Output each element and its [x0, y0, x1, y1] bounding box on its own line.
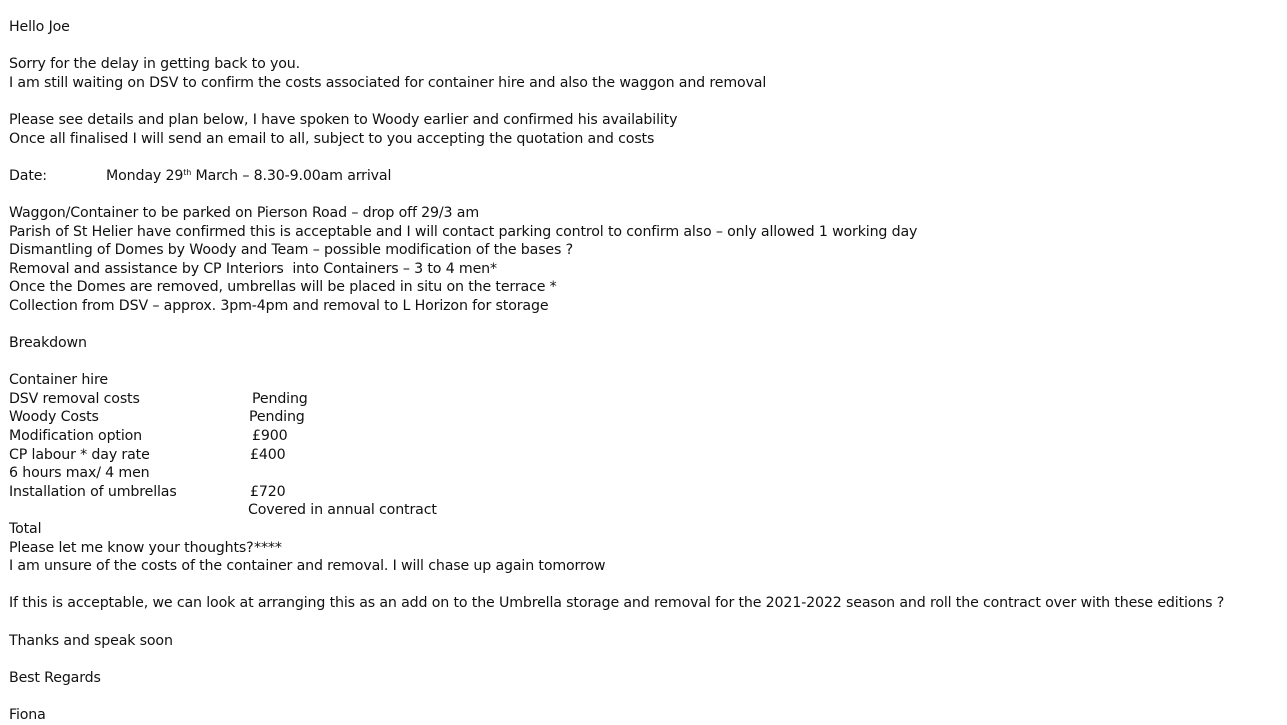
closing-acceptable: If this is acceptable, we can look at arranging this as an add on to the Umbrella storage and removal for the 2021-2022 season and roll the contract over with these editions ? [9, 595, 1225, 612]
spacer [9, 483, 1279, 502]
closing-thoughts: Please let me know your thoughts? [9, 539, 254, 556]
breakdown-label: 6 hours max/ 4 men [9, 465, 150, 482]
spacer [9, 316, 1279, 335]
breakdown-heading: Breakdown [9, 335, 87, 352]
breakdown-value: Pending [249, 409, 305, 426]
closing-thanks: Thanks and speak soon [9, 632, 173, 649]
plan-step: Removal and assistance by CP Interiors into Containers – 3 to 4 men* [9, 260, 497, 277]
intro-line-1: Sorry for the delay in getting back to you. [9, 56, 300, 73]
intro-line-2: I am still waiting on DSV to confirm the costs associated for container hire and also the waggon and removal [9, 74, 767, 91]
total-value: **** [254, 539, 282, 556]
spacer [9, 148, 1279, 167]
breakdown-value: Covered in annual contract [248, 502, 437, 519]
spacer [9, 613, 1279, 632]
closing-regards: Best Regards [9, 669, 101, 686]
breakdown-label: Container hire [9, 372, 108, 389]
total-label: Total [9, 521, 42, 538]
closing-unsure: I am unsure of the costs of the container and removal. I will chase up again tomorrow [9, 558, 606, 575]
date-ordinal: th [183, 167, 192, 177]
breakdown-label: Woody Costs [9, 409, 99, 426]
spacer [9, 650, 1279, 669]
plan-step: Dismantling of Domes by Woody and Team – possible modification of the bases ? [9, 242, 573, 259]
spacer [9, 37, 1279, 56]
date-label: Date: [9, 167, 47, 184]
plan-intro-line-1: Please see details and plan below, I have spoken to Woody earlier and confirmed his availability [9, 111, 678, 128]
spacer [9, 92, 1279, 111]
email-body [9, 18, 1279, 725]
plan-step: Collection from DSV – approx. 3pm-4pm and removal to L Horizon for storage [9, 297, 549, 314]
breakdown-label: Modification option [9, 428, 142, 445]
spacer [9, 576, 1279, 595]
spacer [9, 687, 1279, 706]
date-line [9, 167, 1279, 186]
plan-intro-line-2: Once all finalised I will send an email to all, subject to you accepting the quotation and costs [9, 130, 655, 147]
spacer [9, 520, 1279, 539]
breakdown-value: £720 [250, 483, 286, 500]
greeting: Hello Joe [9, 19, 70, 35]
date-rest: March – 8.30-9.00am arrival [191, 167, 392, 184]
breakdown-label: Installation of umbrellas [9, 483, 177, 500]
plan-step: Waggon/Container to be parked on Pierson Road – drop off 29/3 am [9, 204, 480, 221]
breakdown-label: CP labour * day rate [9, 446, 150, 463]
breakdown-label: DSV removal costs [9, 390, 140, 407]
breakdown-value: £900 [252, 428, 288, 445]
breakdown-value: Pending [252, 390, 308, 407]
spacer [9, 185, 1279, 204]
plan-step: Parish of St Helier have confirmed this is acceptable and I will contact parking control to confirm also – only allowed 1 working day [9, 223, 918, 240]
date-day: Monday 29 [106, 167, 184, 184]
signature: Fiona [9, 706, 46, 723]
breakdown-value: £400 [250, 446, 286, 463]
plan-step: Once the Domes are removed, umbrellas will be placed in situ on the terrace * [9, 279, 557, 296]
